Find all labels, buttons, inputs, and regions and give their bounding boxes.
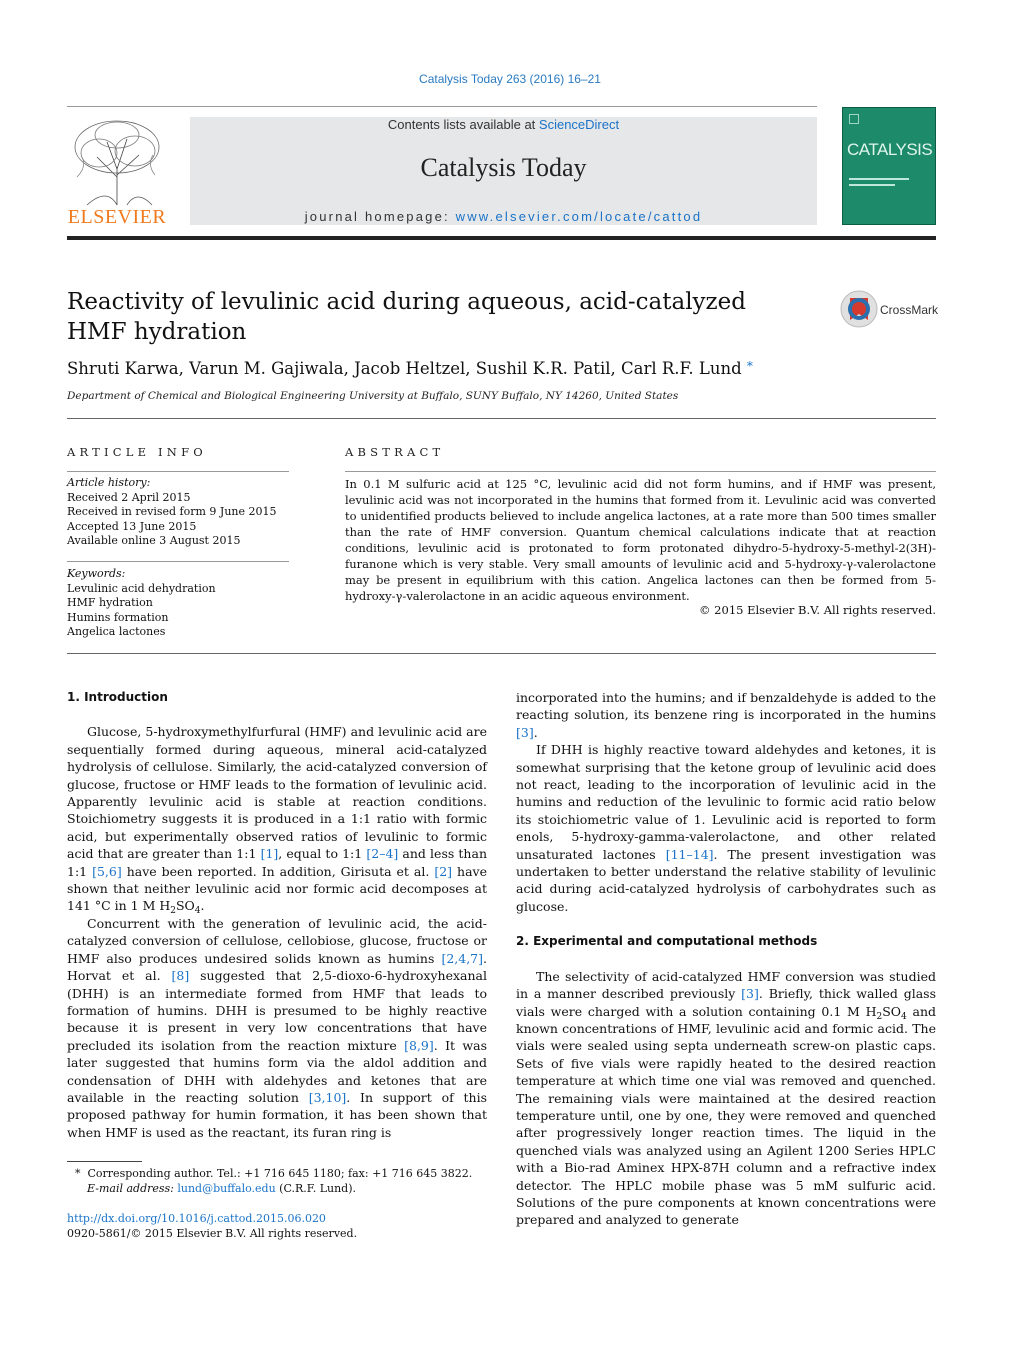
text-run: . The present investigation was undertaken to better understand the relative stability of levulinic acid during acid-catalyzed hydrolysis of carbohydrates such as glucose. xyxy=(516,846,936,914)
text-run: incorporated into the humins; and if benzaldehyde is added to the reacting solution, its benzene ring is incorporated in the humins xyxy=(516,690,936,723)
citation-link[interactable]: [8] xyxy=(171,968,190,984)
elsevier-tree-icon xyxy=(67,117,167,207)
affiliation: Department of Chemical and Biological Engineering University at Buffalo, SUNY Buffalo, NY 14260, United States xyxy=(67,390,679,402)
journal-cover-thumbnail[interactable] xyxy=(842,107,936,225)
abstract-heading: ABSTRACT xyxy=(345,445,445,459)
abstract-rule xyxy=(345,471,936,472)
citation-link[interactable]: [2,4,7] xyxy=(441,950,484,966)
subscript: 4 xyxy=(901,1011,907,1022)
citation-link[interactable]: [11–14] xyxy=(665,846,714,862)
text-run: , equal to 1:1 xyxy=(278,846,367,862)
paragraph xyxy=(67,915,487,1141)
text-run: Concurrent with the generation of levulinic acid, the acid-catalyzed conversion of cellulose, cellobiose, glucose, fructose or HMF also produces undesired solids known as humins xyxy=(67,915,487,966)
email-link[interactable]: lund@buffalo.edu xyxy=(177,1181,276,1195)
citation-link[interactable]: [5,6] xyxy=(92,863,122,879)
crossmark-badge[interactable] xyxy=(840,290,940,330)
section-heading-introduction: 1. Introduction xyxy=(67,690,168,704)
citation-link[interactable]: [2] xyxy=(434,863,453,879)
citation-link[interactable]: [8,9] xyxy=(404,1037,434,1053)
paragraph xyxy=(516,741,936,915)
citation-link[interactable]: [3,10] xyxy=(308,1089,347,1105)
keyword: Levulinic acid dehydration xyxy=(67,581,216,595)
keyword: Angelica lactones xyxy=(67,625,166,638)
citation-link[interactable]: [1] xyxy=(260,846,279,862)
subscript: 2 xyxy=(170,906,176,917)
text-run: . xyxy=(533,724,538,740)
cover-line xyxy=(849,184,895,186)
history-item: Available online 3 August 2015 xyxy=(67,534,241,547)
text-run: and less than 1:1 xyxy=(67,846,487,879)
crossmark-label: CrossMark xyxy=(880,303,939,317)
author-names: Shruti Karwa, Varun M. Gajiwala, Jacob Heltzel, Sushil K.R. Patil, Carl R.F. Lund xyxy=(67,359,742,378)
text-run: . xyxy=(200,898,205,914)
body-column-right xyxy=(516,689,936,1229)
subscript: 4 xyxy=(194,906,201,917)
text-run: . It was later suggested that humins form via the aldol addition and condensation of DHH with aldehydes and ketones that are available in the reacting solution xyxy=(67,1037,488,1105)
text-run: Glucose, 5-hydroxymethylfurfural (HMF) and levulinic acid are sequentially formed during aqueous, mineral acid-catalyzed hydrolysis of cellulose. Similarly, the acid-catalyzed conversion of glucose, fructose or HMF leads to the formation of levulinic acid. Apparently levulinic acid is stable at reaction conditions. Stoichiometry suggests it is produced in a 1:1 ratio with formic acid, but experimentally observed ratios of levulinic to formic acid that are greater than 1:1 xyxy=(67,724,487,862)
contents-line xyxy=(190,117,817,132)
keyword: HMF hydration xyxy=(67,596,153,609)
corresponding-author-mark[interactable]: * xyxy=(746,359,753,373)
cover-line xyxy=(849,178,909,180)
text-run: . Briefly, thick walled glass vials were charged with a solution containing 0.1 M H xyxy=(516,986,936,1019)
citation-link[interactable]: [3] xyxy=(741,986,759,1002)
subscript: 2 xyxy=(876,1011,883,1022)
header-thick-rule xyxy=(67,236,936,240)
body-column-left xyxy=(67,689,487,1141)
keywords-heading: Keywords: xyxy=(67,567,126,580)
issn-line: 0920-5861/© 2015 Elsevier B.V. All rights reserved. xyxy=(67,1226,358,1240)
paragraph xyxy=(67,723,487,917)
email-suffix: (C.R.F. Lund). xyxy=(275,1181,356,1195)
text-run: suggested that 2,5-dioxo-6-hydroxyhexanal (DHH) is an intermediate formed from HMF that leads to formation of humins. DHH is presumed to be highly reactive because it is present in very low concentrations that have precluded its isolation from the reaction mixture xyxy=(67,968,487,1053)
cover-title: CATALYSIS xyxy=(847,140,933,159)
contents-prefix: Contents lists available at xyxy=(387,117,539,132)
homepage-prefix: journal homepage: xyxy=(304,209,456,224)
text-run: have shown that neither levulinic acid nor formic acid decomposes at 141 °C in 1 M H xyxy=(67,863,487,914)
journal-reference-link[interactable]: Catalysis Today 263 (2016) 16–21 xyxy=(419,72,601,86)
article-title: Reactivity of levulinic acid during aqueous, acid-catalyzed HMF hydration xyxy=(67,289,746,345)
keyword: Humins formation xyxy=(67,610,169,624)
text-run: SO xyxy=(882,1003,902,1019)
text-run: The selectivity of acid-catalyzed HMF conversion was studied in a manner described previously xyxy=(516,968,936,1002)
keywords xyxy=(67,567,289,640)
text-run: SO xyxy=(175,898,195,914)
email-note xyxy=(67,1182,487,1197)
sciencedirect-link[interactable]: ScienceDirect xyxy=(538,117,620,132)
corresponding-author-note xyxy=(67,1167,487,1182)
footnote-mark: * xyxy=(75,1167,81,1180)
footnote-rule xyxy=(67,1161,142,1162)
citation-link[interactable]: [2–4] xyxy=(366,846,399,862)
header-rule xyxy=(67,106,817,107)
article-info-rule xyxy=(67,471,289,472)
homepage-line xyxy=(190,209,817,224)
crossmark-icon xyxy=(840,290,878,328)
history-item: Received 2 April 2015 xyxy=(67,490,191,504)
history-item: Received in revised form 9 June 2015 xyxy=(67,505,277,518)
history-heading: Article history: xyxy=(67,476,151,489)
elsevier-wordmark: ELSEVIER xyxy=(67,206,167,228)
section-rule xyxy=(67,653,936,654)
section-heading-methods: 2. Experimental and computational methods xyxy=(516,934,818,949)
section-rule xyxy=(67,418,936,419)
text-run: If DHH is highly reactive toward aldehydes and ketones, it is somewhat surprising that the ketone group of levulinic acid does not react, leading to the incorporation of levulinic acid in the humins and reduction of the levulinic to formic acid ratio below its stoichiometric value of 1. Levulinic acid is reported to form enols, 5-hydroxy-gamma-valerolactone, and other related unsaturated lactones xyxy=(516,742,936,862)
doi-link[interactable]: http://dx.doi.org/10.1016/j.cattod.2015.06.020 xyxy=(67,1212,326,1225)
text-run: and known concentrations of HMF, levulinic acid and formic acid. The vials were sealed using septa underneath screw-on plastic caps. Sets of five vials were rapidly heated to the desired reaction temperature at which time one vial was removed and quenched. The remaining vials were maintained at the desired reaction temperature until, one by one, they were removed and quenched after progressively longer reaction times. The liquid in the quenched vials was analyzed using an Agilent 1200 Series HPLC with a Bio-rad Aminex HPX-87H column and a refractive index detector. The HPLC mobile phase was 5 mM sulfuric acid. Solutions of the pure components at known concentrations were prepared and analyzed to generate xyxy=(516,1003,936,1228)
keywords-rule xyxy=(67,561,289,562)
text-run: have been reported. In addition, Girisuta et al. xyxy=(121,863,435,879)
abstract-text: In 0.1 M sulfuric acid at 125 °C, levulinic acid did not form humins, and if HMF was present, levulinic acid was not incorporated in the humins that formed from it. Levulinic acid was converted to unidentified products believed to include angelica lactones, at a rate more than 500 times smaller than the rate of HMF conversion. Quantum chemical calculations indicate that at reaction conditions, levulinic acid is protonated to form protonated dihydro-5-hydroxy-5-methyl-2(3H)-furanone which is very stable. Very small amounts of levulinic acid and 5-hydroxy-γ-valerolactone may be present in equilibrium with this cation. Angelica lactones can then be formed from 5-hydroxy-γ-valerolactone in an acidic aqueous environment. xyxy=(345,477,936,603)
doi-block xyxy=(67,1212,357,1241)
abstract-copyright: © 2015 Elsevier B.V. All rights reserved. xyxy=(699,603,936,617)
article-history xyxy=(67,476,289,549)
email-label: E-mail address: xyxy=(87,1181,178,1195)
text-run: . In support of this proposed pathway for humin formation, it has been shown that when HMF is used as the reactant, its furan ring is xyxy=(67,1089,487,1140)
text-run: . Horvat et al. xyxy=(67,950,487,984)
paragraph xyxy=(516,689,936,741)
journal-title: Catalysis Today xyxy=(420,153,587,182)
elsevier-logo xyxy=(67,117,167,229)
author-list xyxy=(67,359,753,378)
footnote-text: Corresponding author. Tel.: +1 716 645 1180; fax: +1 716 645 3822. xyxy=(87,1167,473,1180)
journal-masthead xyxy=(190,117,817,225)
homepage-link[interactable]: www.elsevier.com/locate/cattod xyxy=(455,209,703,224)
footnote xyxy=(67,1167,487,1196)
cover-mark-icon xyxy=(849,114,859,124)
history-item: Accepted 13 June 2015 xyxy=(67,519,197,533)
article-info-heading: ARTICLE INFO xyxy=(67,445,207,459)
citation-link[interactable]: [3] xyxy=(516,724,534,740)
paragraph xyxy=(516,968,936,1229)
